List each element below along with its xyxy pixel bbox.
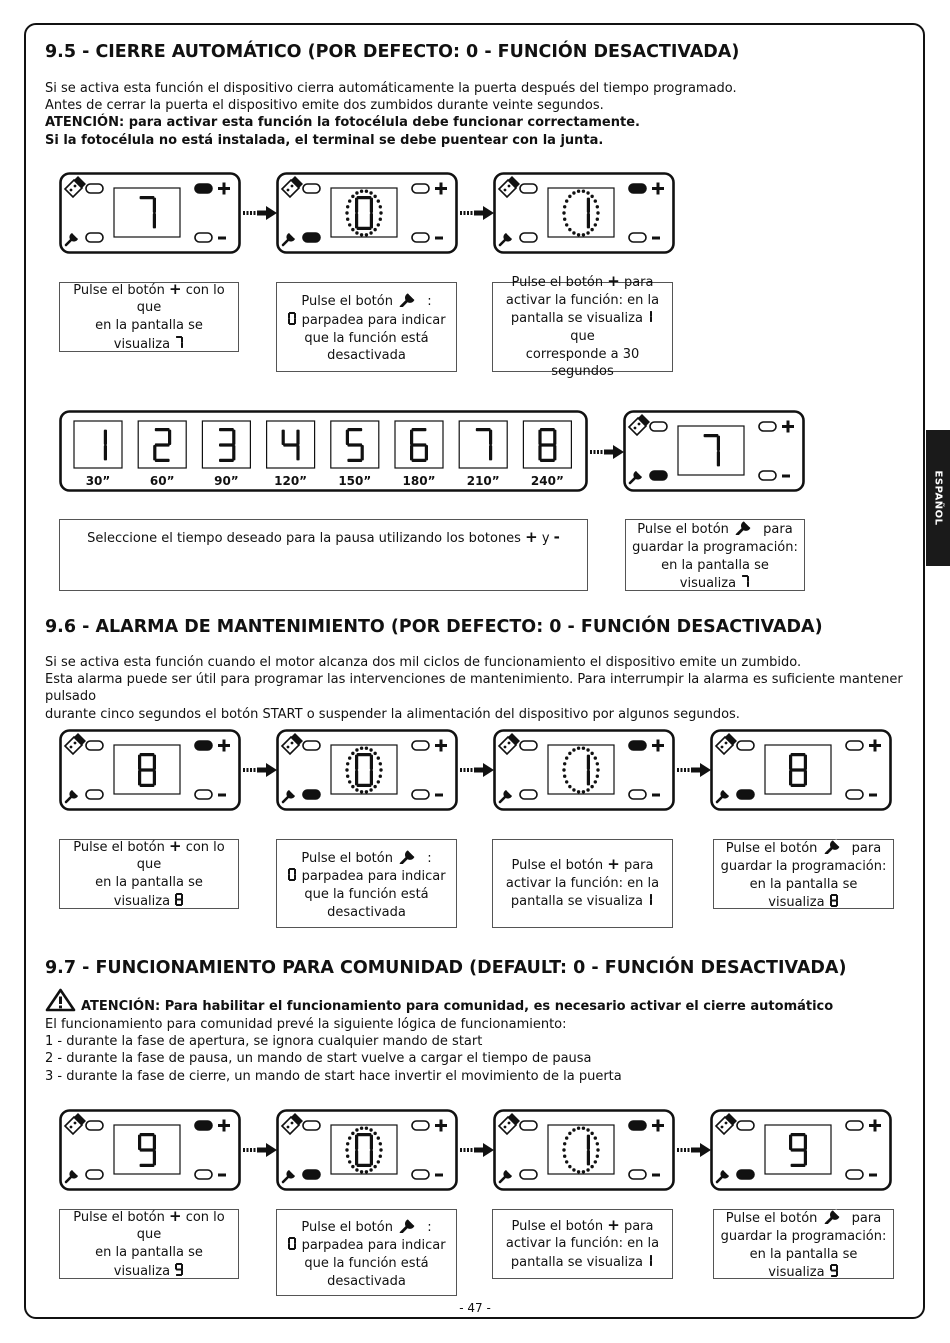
blink-dot — [373, 1132, 376, 1135]
section-9-6-title: 9.6 - ALARMA DE MANTENIMIENTO (POR DEFECTO: 0 - FUNCIÓN DESACTIVADA) — [45, 617, 823, 637]
blink-dot — [596, 1142, 599, 1145]
control-panel — [59, 172, 241, 254]
blink-dot — [365, 1127, 368, 1130]
blink-dot — [373, 752, 376, 755]
language-tab-label: ESPAÑOL — [932, 470, 944, 526]
seven-seg-digit — [647, 309, 654, 324]
wrench-icon — [822, 836, 848, 854]
seven-seg-digit — [740, 574, 750, 589]
step-caption: Pulse el botón + con lo que en la pantalla se visualiza — [59, 1209, 239, 1279]
blink-dot — [594, 780, 597, 783]
language-tab — [926, 430, 950, 566]
blink-dot — [379, 217, 382, 220]
blink-dot — [345, 768, 348, 771]
blink-dot — [369, 748, 372, 751]
control-panel — [623, 410, 805, 492]
seven-seg-digit — [650, 1255, 652, 1266]
control-panel — [276, 1109, 458, 1191]
blink-dot — [373, 1165, 376, 1168]
blink-dot — [582, 790, 585, 793]
blink-dot — [563, 1154, 566, 1157]
blink-dot — [594, 199, 597, 202]
blink-dot — [373, 228, 376, 231]
blink-dot — [586, 1128, 589, 1131]
plus-icon: + — [168, 279, 182, 298]
blink-dot — [565, 756, 568, 759]
blink-dot — [596, 211, 599, 214]
blink-dot — [369, 1128, 372, 1131]
blink-dot — [377, 756, 380, 759]
minus-icon — [218, 794, 226, 797]
blink-dot — [346, 762, 349, 765]
blink-dot — [596, 205, 599, 208]
step-caption: Pulse el botón + con lo que en la pantalla se visualiza — [59, 839, 239, 909]
wrench-icon — [397, 1215, 423, 1233]
blink-dot — [568, 1132, 571, 1135]
seven-seg-digit — [175, 1263, 183, 1276]
blink-dot — [351, 1132, 354, 1135]
blink-dot — [563, 774, 566, 777]
control-panel — [493, 1109, 675, 1191]
pause-time-label: 150” — [338, 474, 372, 488]
blink-dot — [582, 1170, 585, 1173]
seven-seg-digit — [175, 893, 183, 906]
seven-seg-digit — [830, 894, 838, 907]
step-caption: Pulse el botón + para activar la función: en la pantalla se visualiza que corresponde a 30 segundos — [492, 282, 673, 372]
blink-dot — [348, 1136, 351, 1139]
step-caption: Pulse el botón para guardar la programación: en la pantalla se visualiza — [713, 839, 894, 909]
blink-dot — [346, 217, 349, 220]
minus-icon — [218, 1174, 226, 1177]
blink-dot — [348, 199, 351, 202]
select-time-caption: Seleccione el tiempo deseado para la pausa utilizando los botones + y - — [59, 519, 588, 591]
blink-dot — [369, 788, 372, 791]
blink-dot — [379, 211, 382, 214]
blink-dot — [586, 788, 589, 791]
blink-dot — [586, 1168, 589, 1171]
blink-dot — [345, 1148, 348, 1151]
blink-dot — [572, 191, 575, 194]
section-9-7-warning — [81, 998, 911, 1015]
blink-dot — [351, 785, 354, 788]
control-panel — [276, 172, 458, 254]
blink-dot — [563, 205, 566, 208]
panel-arrow — [460, 206, 494, 220]
wrench-icon — [733, 517, 759, 535]
blink-dot — [348, 780, 351, 783]
blink-dot — [355, 1128, 358, 1131]
blink-dot — [360, 790, 363, 793]
blink-dot — [379, 774, 382, 777]
blink-dot — [565, 1160, 568, 1163]
panel-arrow — [243, 763, 277, 777]
blink-dot — [590, 195, 593, 198]
seven-seg-digit — [174, 335, 184, 350]
minus-icon — [782, 475, 790, 478]
plus-icon: + — [607, 272, 620, 291]
blink-dot — [586, 748, 589, 751]
blink-dot — [590, 228, 593, 231]
blink-dot — [596, 1154, 599, 1157]
blink-dot — [590, 1132, 593, 1135]
blink-dot — [360, 747, 363, 750]
blink-dot — [594, 1160, 597, 1163]
blink-dot — [565, 1136, 568, 1139]
seven-seg-digit — [647, 892, 654, 907]
plus-icon: + — [168, 1206, 182, 1225]
seven-seg-digit — [650, 894, 652, 905]
blink-dot — [565, 199, 568, 202]
minus-icon — [652, 237, 660, 240]
blink-dot — [568, 752, 571, 755]
blink-dot — [568, 785, 571, 788]
pause-time-label: 60” — [149, 474, 175, 488]
blink-dot — [577, 233, 580, 236]
step-caption: Pulse el botón + para activar la función: en la pantalla se visualiza — [492, 839, 673, 928]
warning-line: ATENCIÓN: Para habilitar el funcionamiento para comunidad, es necesario activar el cierre automático — [81, 999, 834, 1014]
plus-icon: + — [525, 528, 538, 546]
blink-dot — [577, 190, 580, 193]
blink-dot — [379, 1154, 382, 1157]
list-item: 1 - durante la fase de apertura, se ignora cualquier mando de start — [45, 1034, 483, 1050]
blink-dot — [360, 1170, 363, 1173]
seven-seg-digit — [742, 575, 749, 587]
blink-dot — [577, 747, 580, 750]
control-panel — [59, 1109, 241, 1191]
plus-icon: + — [607, 1215, 620, 1234]
pause-time-label: 90” — [214, 474, 239, 488]
blink-dot — [594, 223, 597, 226]
blink-dot — [348, 756, 351, 759]
blink-dot — [582, 190, 585, 193]
blink-dot — [582, 1127, 585, 1130]
panel-arrow — [460, 763, 494, 777]
blink-dot — [572, 748, 575, 751]
seven-seg-digit — [647, 1253, 654, 1268]
blink-dot — [351, 228, 354, 231]
blink-dot — [562, 768, 565, 771]
blink-dot — [346, 205, 349, 208]
blink-dot — [373, 195, 376, 198]
step-caption: Pulse el botón para guardar la programación: en la pantalla se visualiza — [625, 519, 805, 591]
blink-dot — [582, 233, 585, 236]
blink-dot — [568, 1165, 571, 1168]
blink-dot — [596, 217, 599, 220]
wrench-icon — [826, 1210, 840, 1224]
blink-dot — [594, 1136, 597, 1139]
step-caption: Pulse el botón : parpadea para indicar que la función está desactivada — [276, 839, 457, 928]
blink-dot — [346, 774, 349, 777]
seven-seg-digit — [174, 892, 184, 907]
panel-arrow — [243, 1143, 277, 1157]
blink-dot — [346, 1154, 349, 1157]
panel-arrow — [677, 1143, 711, 1157]
blink-dot — [365, 233, 368, 236]
minus-icon — [869, 1174, 877, 1177]
section-9-7-intro — [45, 1016, 905, 1085]
blink-dot — [348, 1160, 351, 1163]
section-9-5-title: 9.5 - CIERRE AUTOMÁTICO (POR DEFECTO: 0 - FUNCIÓN DESACTIVADA) — [45, 42, 740, 62]
panel-arrow — [243, 206, 277, 220]
warning-line: Si la fotocélula no está instalada, el terminal se debe puentear con la junta. — [45, 132, 604, 148]
blink-dot — [355, 1168, 358, 1171]
seven-seg-digit — [829, 1263, 839, 1278]
blink-dot — [572, 231, 575, 234]
blink-dot — [346, 1142, 349, 1145]
step-caption: Pulse el botón + para activar la función: en la pantalla se visualiza — [492, 1209, 673, 1279]
seven-seg-digit — [288, 312, 296, 325]
blink-dot — [365, 1170, 368, 1173]
step-caption: Pulse el botón para guardar la programación: en la pantalla se visualiza — [713, 1209, 894, 1279]
blink-dot — [586, 191, 589, 194]
minus-icon — [218, 237, 226, 240]
panel-arrow — [677, 763, 711, 777]
seven-seg-digit — [287, 311, 297, 326]
pause-time-label: 210” — [466, 474, 500, 488]
seven-seg-digit — [650, 311, 652, 322]
blink-dot — [379, 205, 382, 208]
blink-dot — [369, 191, 372, 194]
seven-seg-digit — [287, 867, 297, 882]
blink-dot — [365, 190, 368, 193]
wrench-icon — [401, 293, 415, 307]
blink-dot — [594, 756, 597, 759]
blink-dot — [565, 780, 568, 783]
blink-dot — [360, 1127, 363, 1130]
blink-dot — [562, 1148, 565, 1151]
blink-dot — [365, 747, 368, 750]
control-panel — [493, 172, 675, 254]
blink-dot — [568, 195, 571, 198]
pause-time-label: 180” — [402, 474, 436, 488]
intro-line: durante cinco segundos el botón START o suspender la alimentación del dispositivo por algunos segundos. — [45, 706, 740, 722]
blink-dot — [586, 231, 589, 234]
blink-dot — [360, 190, 363, 193]
blink-dot — [351, 195, 354, 198]
pause-time-strip — [59, 410, 589, 492]
intro-line: El funcionamiento para comunidad prevé la siguiente lógica de funcionamiento: — [45, 1017, 567, 1032]
blink-dot — [582, 747, 585, 750]
blink-dot — [348, 223, 351, 226]
blink-dot — [577, 1170, 580, 1173]
blink-dot — [369, 231, 372, 234]
wrench-icon — [397, 846, 423, 864]
minus-icon — [435, 794, 443, 797]
blink-dot — [596, 762, 599, 765]
blink-dot — [377, 199, 380, 202]
control-panel — [710, 729, 892, 811]
blink-dot — [562, 211, 565, 214]
wrench-icon — [822, 1206, 848, 1224]
step-caption: Pulse el botón + con lo que en la pantalla se visualiza — [59, 282, 239, 352]
blink-dot — [379, 768, 382, 771]
blink-dot — [596, 1148, 599, 1151]
blink-dot — [351, 1165, 354, 1168]
list-item: 3 - durante la fase de cierre, un mando de start hace invertir el movimiento de la puerta — [45, 1068, 622, 1084]
blink-dot — [351, 752, 354, 755]
warning-triangle-icon — [45, 988, 76, 1012]
section-9-7-title: 9.7 - FUNCIONAMIENTO PARA COMUNIDAD (DEFAULT: 0 - FUNCIÓN DESACTIVADA) — [45, 958, 847, 978]
seven-seg-digit — [830, 1264, 838, 1277]
blink-dot — [563, 217, 566, 220]
blink-dot — [596, 774, 599, 777]
blink-dot — [369, 1168, 372, 1171]
section-9-5-intro — [45, 80, 905, 149]
blink-dot — [590, 785, 593, 788]
wrench-icon — [737, 521, 751, 535]
wrench-icon — [401, 1218, 415, 1232]
wrench-icon — [826, 840, 840, 854]
blink-dot — [355, 231, 358, 234]
pause-time-label: 240” — [530, 474, 564, 488]
blink-dot — [565, 223, 568, 226]
step-caption: Pulse el botón : parpadea para indicar que la función está desactivada — [276, 282, 457, 372]
seven-seg-digit — [287, 1236, 297, 1251]
blink-dot — [572, 1168, 575, 1171]
blink-dot — [373, 785, 376, 788]
blink-dot — [365, 790, 368, 793]
blink-dot — [563, 762, 566, 765]
blink-dot — [345, 211, 348, 214]
minus-icon: - — [553, 528, 560, 546]
minus-icon — [435, 1174, 443, 1177]
pause-time-label: 30” — [85, 474, 111, 488]
minus-icon — [652, 794, 660, 797]
blink-dot — [377, 1136, 380, 1139]
blink-dot — [596, 768, 599, 771]
control-panel — [493, 729, 675, 811]
seven-seg-digit — [176, 336, 183, 348]
blink-dot — [590, 1165, 593, 1168]
section-9-6-intro — [45, 654, 905, 723]
blink-dot — [379, 1148, 382, 1151]
wrench-icon — [401, 849, 415, 863]
intro-line: Si se activa esta función cuando el motor alcanza dos mil ciclos de funcionamiento el dispositivo emite un zumbido. — [45, 655, 802, 670]
blink-dot — [568, 228, 571, 231]
blink-dot — [360, 233, 363, 236]
page-number: - 47 - — [459, 1301, 491, 1315]
blink-dot — [355, 748, 358, 751]
blink-dot — [379, 1142, 382, 1145]
panel-arrow — [460, 1143, 494, 1157]
blink-dot — [355, 788, 358, 791]
blink-dot — [355, 191, 358, 194]
intro-line: Esta alarma puede ser útil para programar las intervenciones de mantenimiento. Para interrumpir la alarma es suficiente mantener pulsado — [45, 672, 903, 705]
blink-dot — [577, 1127, 580, 1130]
minus-icon — [652, 1174, 660, 1177]
intro-line: Si se activa esta función el dispositivo cierra automáticamente la puerta después del tiempo programado. — [45, 81, 737, 96]
control-panel — [59, 729, 241, 811]
warning-line: ATENCIÓN: para activar esta función la fotocélula debe funcionar correctamente. — [45, 115, 640, 131]
blink-dot — [572, 788, 575, 791]
wrench-icon — [397, 289, 423, 307]
seven-seg-digit — [829, 893, 839, 908]
blink-dot — [590, 752, 593, 755]
blink-dot — [377, 1160, 380, 1163]
control-panel — [276, 729, 458, 811]
minus-icon — [435, 237, 443, 240]
plus-icon: + — [607, 855, 620, 874]
seven-seg-digit — [174, 1262, 184, 1277]
minus-icon — [869, 794, 877, 797]
list-item: 2 - durante la fase de pausa, un mando de start vuelve a cargar el tiempo de pausa — [45, 1051, 592, 1067]
blink-dot — [563, 1142, 566, 1145]
blink-dot — [379, 762, 382, 765]
blink-dot — [572, 1128, 575, 1131]
control-panel — [710, 1109, 892, 1191]
blink-dot — [377, 780, 380, 783]
seven-seg-digit — [288, 1237, 296, 1250]
panel-arrow — [590, 445, 624, 459]
intro-line: Antes de cerrar la puerta el dispositivo emite dos zumbidos durante veinte segundos. — [45, 98, 604, 114]
step-caption: Pulse el botón : parpadea para indicar que la función está desactivada — [276, 1209, 457, 1296]
blink-dot — [377, 223, 380, 226]
blink-dot — [577, 790, 580, 793]
seven-seg-digit — [288, 868, 296, 881]
plus-icon: + — [168, 836, 182, 855]
pause-time-label: 120” — [274, 474, 308, 488]
